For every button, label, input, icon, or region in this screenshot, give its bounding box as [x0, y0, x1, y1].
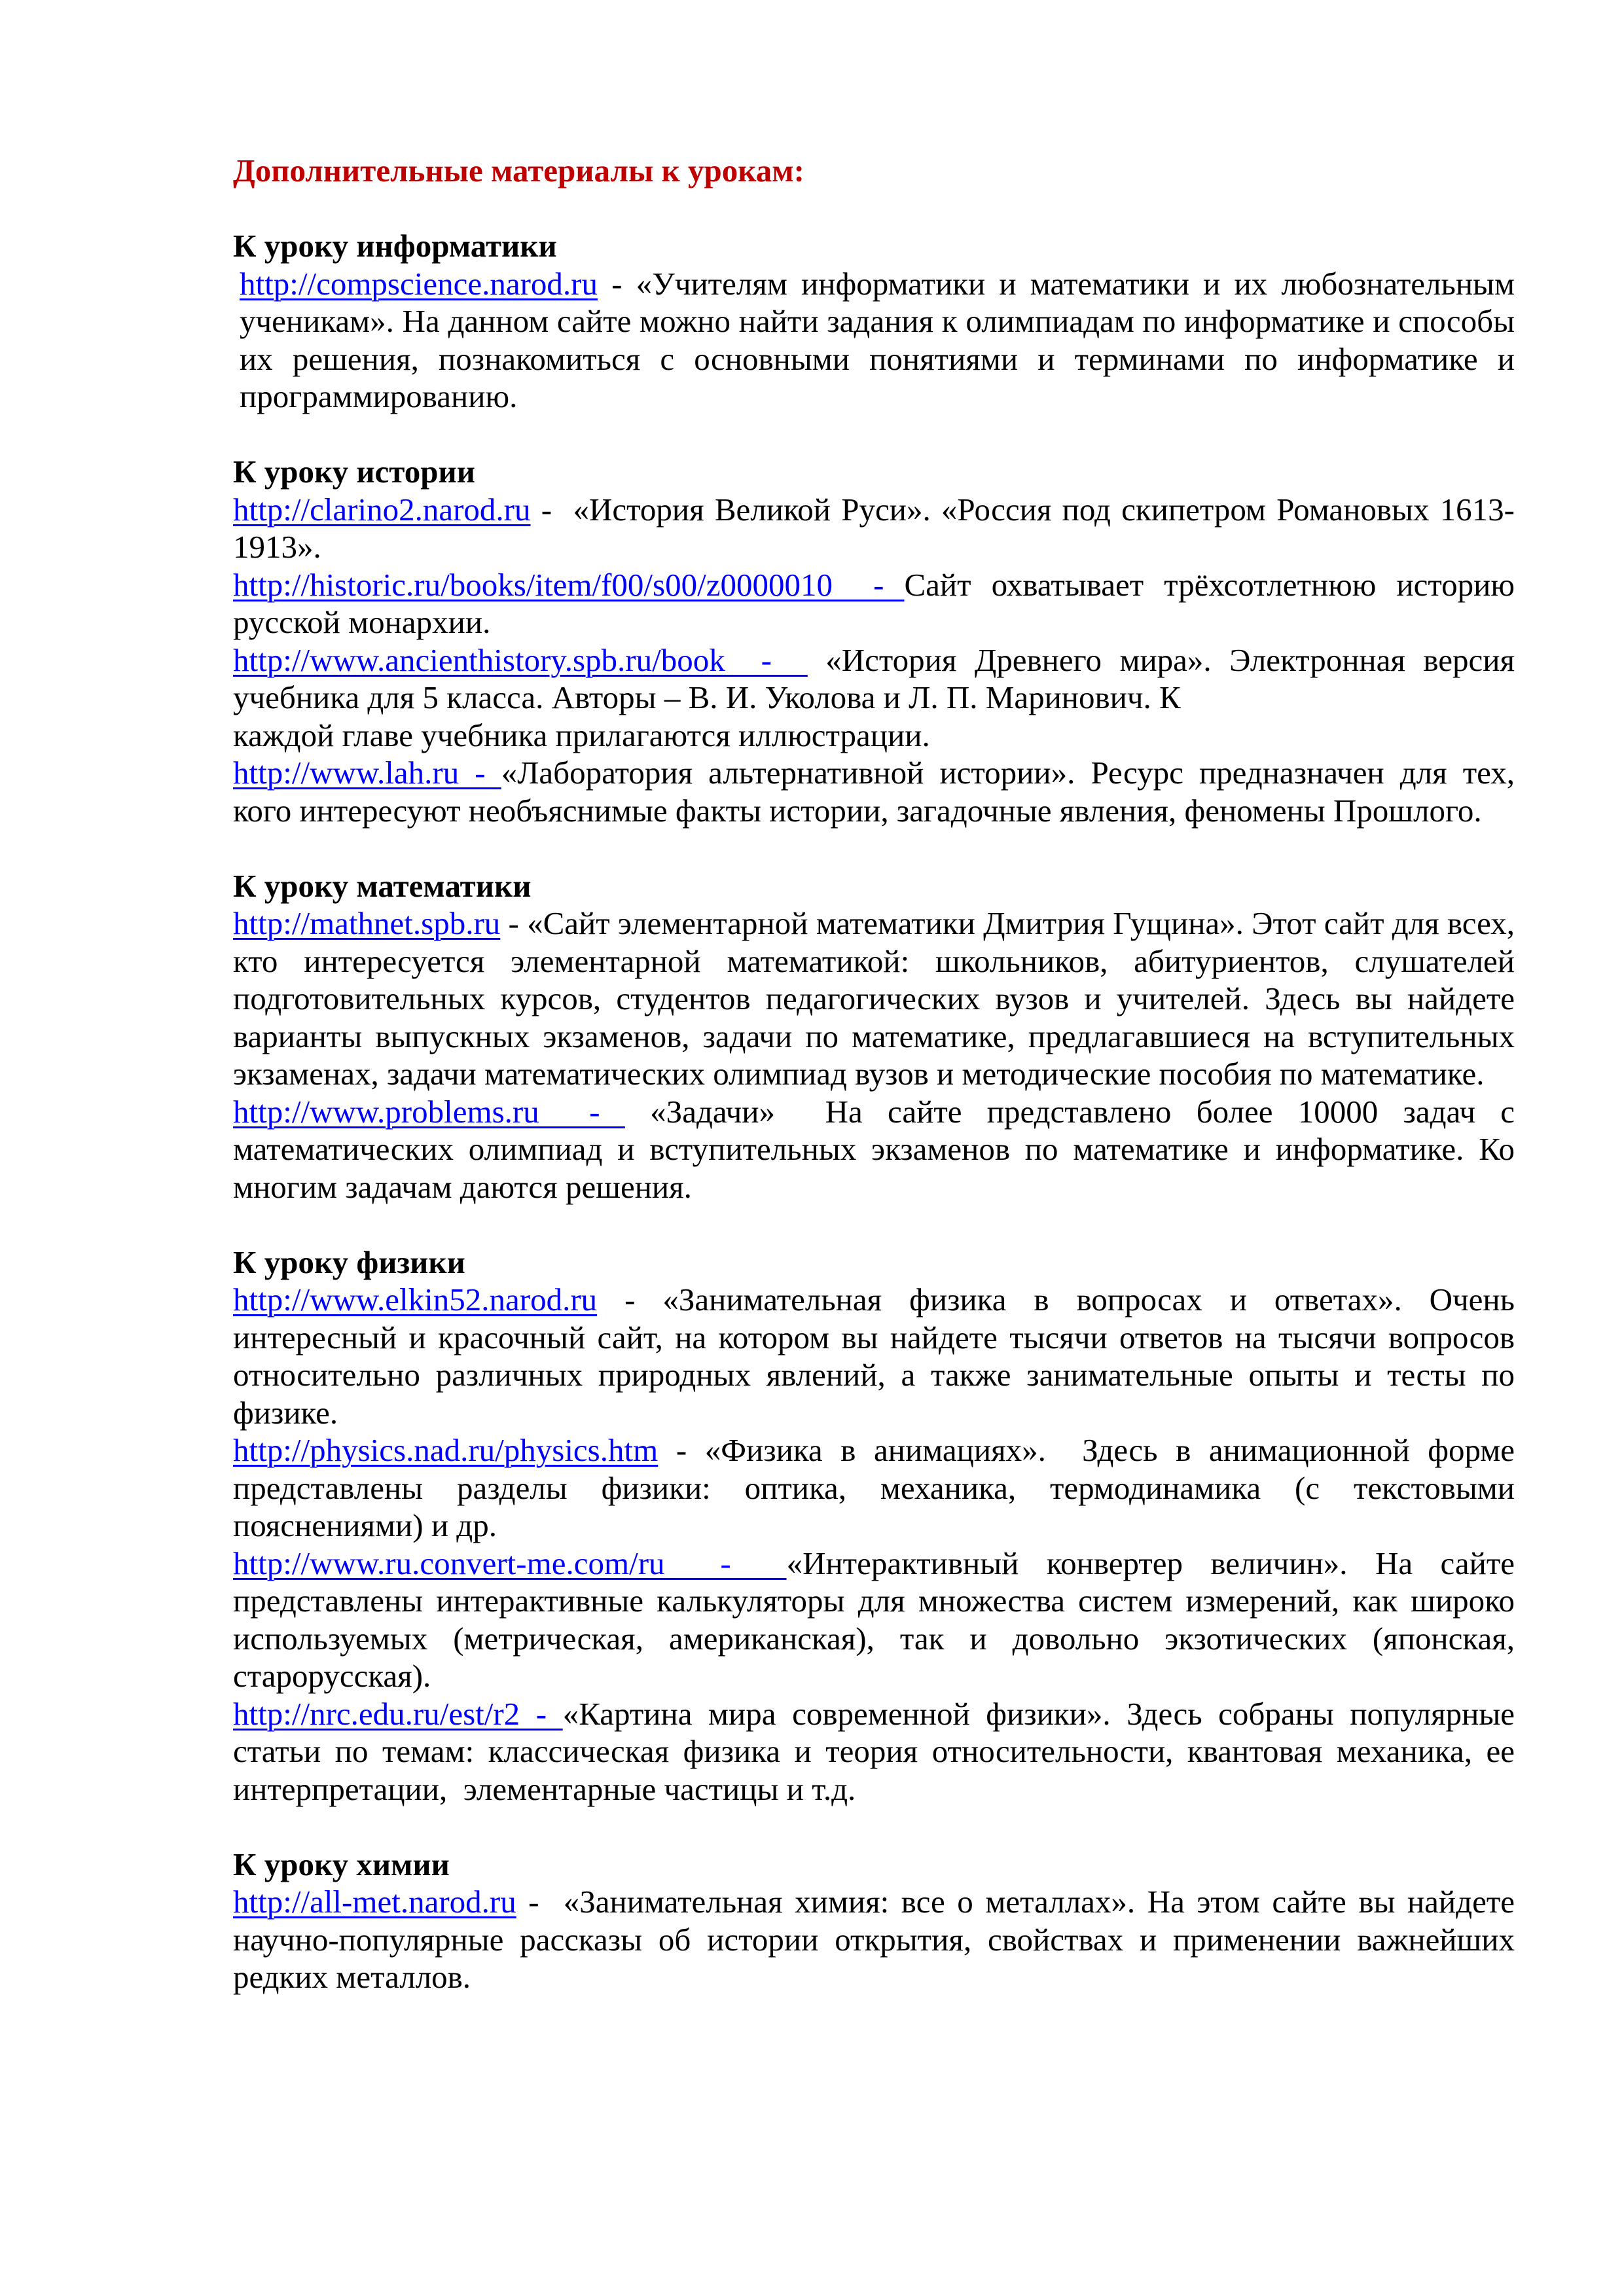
resource-link[interactable]: http://all-met.narod.ru	[233, 1884, 516, 1920]
document-title: Дополнительные материалы к урокам:	[233, 152, 804, 188]
resource-entry	[233, 1545, 1523, 1695]
resource-entry	[233, 491, 1515, 566]
section-heading: К уроку информатики	[233, 228, 557, 264]
resource-link[interactable]: http://historic.ru/books/item/f00/s00/z0000010 -	[233, 566, 905, 603]
resource-description: «Задачи» На сайте представлено более 10000 задач с математических олимпиад и вступительных экзаменов по математике и информатике. Ко многим задачам даются решения.	[233, 1093, 1523, 1205]
section-heading: К уроку истории	[233, 454, 475, 490]
section-heading: К уроку химии	[233, 1846, 450, 1882]
resource-description: «История Древнего мира». Электронная версия учебника для 5 класса. Авторы – В. И. Уколова и Л. П. Маринович. К	[233, 641, 1523, 715]
resource-description: - «Сайт элементарной математики Дмитрия Гущина». Этот сайт для всех, кто интересуется элементарной математикой: школьников, абитуриентов, слушателей подготовительных курсов, студентов педагогических вузов и учителей. Здесь вы найдете варианты выпускных экзаменов, задачи по математике, предлагавшиеся на вступительных экзаменах, задачи математических олимпиад вузов и методические пособия по математике.	[233, 905, 1523, 1092]
resource-description: «Картина мира современной физики». Здесь собраны популярные статьи по темам: классическая физика и теория относительности, квантовая механика, ее интерпретации, элементарные частицы и т.д.	[233, 1695, 1523, 1807]
resource-entry	[233, 1093, 1523, 1206]
resource-entry	[233, 905, 1523, 1093]
resource-link[interactable]: http://physics.nad.ru/physics.htm	[233, 1432, 659, 1468]
resource-description: - «Физика в анимациях». Здесь в анимационной форме представлены разделы физики: оптика, механика, термодинамика (с текстовыми пояснениями) и др.	[233, 1432, 1523, 1543]
resource-entry	[233, 641, 1523, 717]
resource-description: Сайт охватывает трёхсотлетнюю историю русской монархии.	[233, 566, 1523, 640]
resource-description: - «История Великой Руси». «Россия под скипетром Романовых 1613-1913».	[233, 491, 1515, 565]
resource-link[interactable]: http://nrc.edu.ru/est/r2 -	[233, 1695, 563, 1732]
resource-description: - «Учителям информатики и математики и их любознательным ученикам». На данном сайте можно найти задания к олимпиадам по информатике и способы их решения, познакомиться с основными понятиями и терминами по информатике и программированию.	[240, 265, 1523, 414]
resource-entry	[233, 1695, 1523, 1808]
section-chemistry	[233, 1846, 1523, 1996]
section-physics	[233, 1244, 1523, 1808]
document-page	[233, 152, 1523, 2034]
resource-entry	[233, 265, 1523, 416]
resource-entry	[233, 1431, 1523, 1545]
resource-link[interactable]: http://clarino2.narod.ru	[233, 491, 531, 528]
resource-link[interactable]: http://www.elkin52.narod.ru	[233, 1282, 598, 1318]
resource-description: «Лаборатория альтернативной истории». Ресурс предназначен для тех, кого интересуют необъяснимые факты истории, загадочные явления, феномены Прошлого.	[233, 755, 1523, 829]
resource-entry	[233, 566, 1523, 641]
section-heading: К уроку физики	[233, 1244, 465, 1280]
section-mathematics	[233, 867, 1523, 1206]
resource-link[interactable]: http://www.ru.convert-me.com/ru -	[233, 1545, 787, 1581]
resource-entry-continuation: каждой главе учебника прилагаются иллюстрации.	[233, 717, 930, 753]
resource-description: - «Занимательная физика в вопросах и ответах». Очень интересный и красочный сайт, на котором вы найдете тысячи ответов на тысячи вопросов относительно различных природных явлений, а также занимательные опыты и тесты по физике.	[233, 1282, 1523, 1431]
resource-description: «Интерактивный конвертер величин». На сайте представлены интерактивные калькуляторы для множества систем измерений, как широко используемых (метрическая, американская), так и довольно экзотических (японская, старорусская).	[233, 1545, 1523, 1694]
section-informatics	[233, 227, 1523, 416]
resource-link[interactable]: http://mathnet.spb.ru	[233, 905, 501, 941]
section-heading: К уроку математики	[233, 867, 532, 904]
resource-entry	[233, 754, 1523, 829]
resource-link[interactable]: http://www.problems.ru -	[233, 1093, 625, 1130]
resource-entry	[233, 1281, 1523, 1431]
resource-entry	[233, 1883, 1523, 1996]
resource-link[interactable]: http://compscience.narod.ru	[240, 265, 598, 302]
section-history	[233, 453, 1523, 829]
resource-description: - «Занимательная химия: все о металлах». На этом сайте вы найдете научно-популярные рассказы об истории открытия, свойствах и применении важнейших редких металлов.	[233, 1884, 1523, 1995]
resource-link[interactable]: http://www.lah.ru -	[233, 755, 501, 791]
resource-link[interactable]: http://www.ancienthistory.spb.ru/book -	[233, 641, 808, 678]
